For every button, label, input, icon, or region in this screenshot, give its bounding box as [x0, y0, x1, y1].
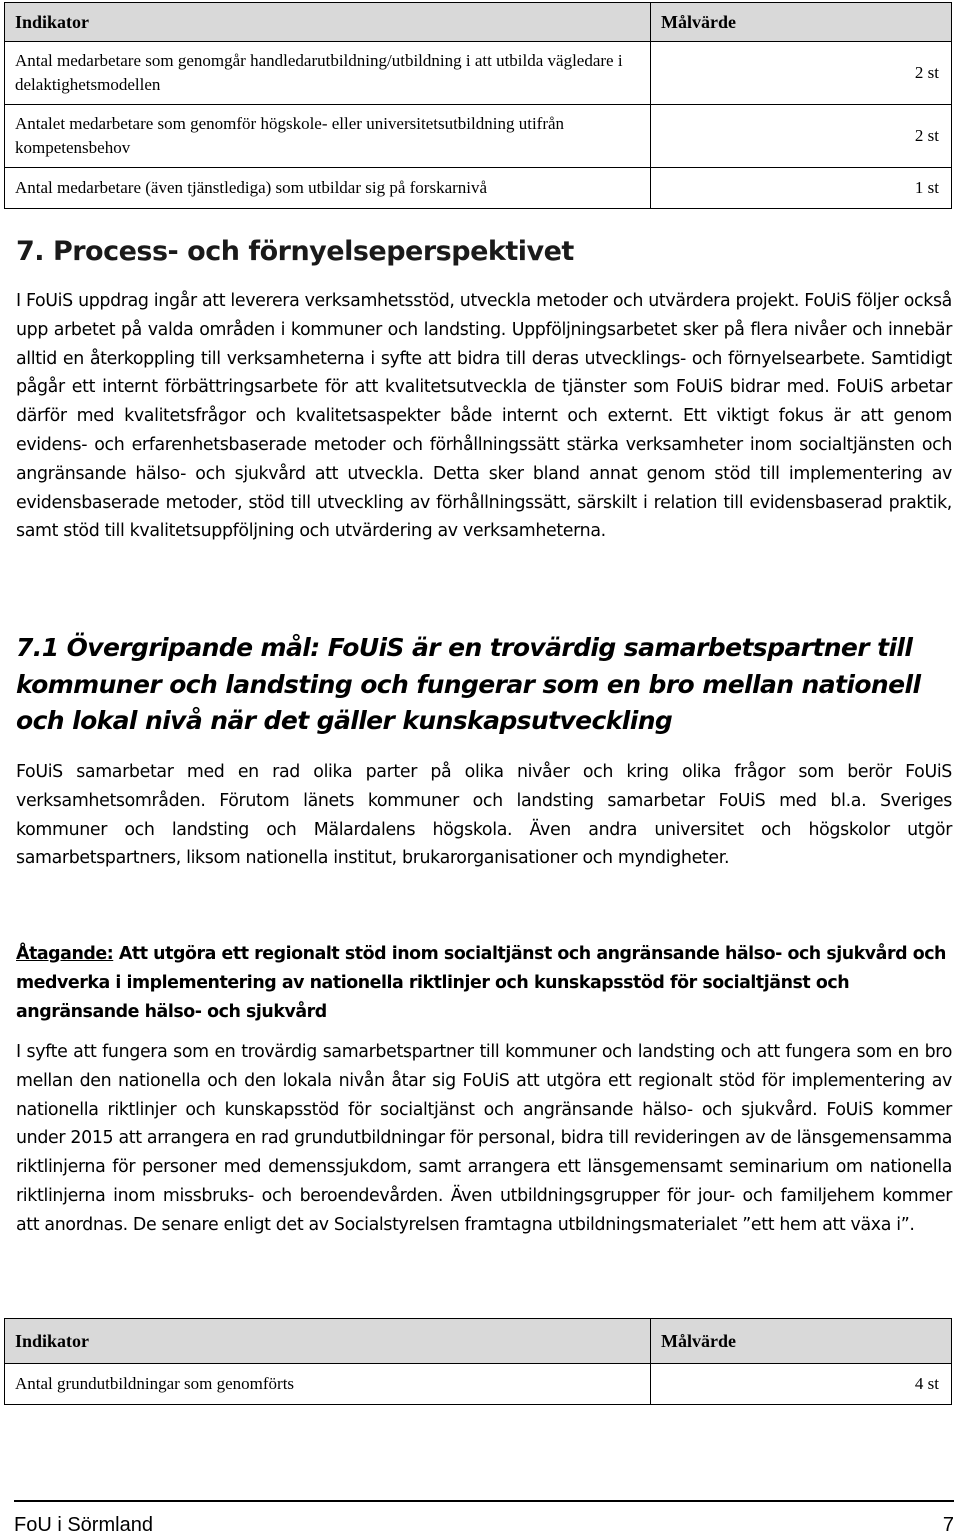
commitment-label: Åtagande:	[16, 944, 114, 964]
indicator-cell: Antal medarbetare (även tjänstlediga) som utbildar sig på forskarnivå	[5, 168, 651, 209]
section-heading-7-1: 7.1 Övergripande mål: FoUiS är en trovärdig samarbetspartner till kommuner och landsting och fungerar som en bro mellan nationell och lokal nivå när det gäller kunskapsutveckling	[16, 633, 921, 735]
table-row	[5, 168, 952, 209]
indicator-cell: Antal grundutbildningar som genomförts	[5, 1364, 651, 1405]
table-header-target: Målvärde	[651, 1319, 952, 1364]
target-cell: 2 st	[651, 105, 952, 168]
table-row	[5, 105, 952, 168]
indicator-cell: Antal medarbetare som genomgår handledarutbildning/utbildning i att utbilda vägledare i delaktighetsmodellen	[5, 42, 651, 105]
footer-organization: FoU i Sörmland	[14, 1514, 153, 1536]
page-number: 7	[942, 1514, 954, 1536]
table-header-target: Målvärde	[651, 3, 952, 42]
section-7-paragraph: I FoUiS uppdrag ingår att leverera verksamhetsstöd, utveckla metoder och utvärdera projekt. FoUiS följer också upp arbetet på valda områden i kommuner och landsting. Uppföljningsarbetet sker på flera nivåer och innebär alltid en återkoppling till verksamheterna i syfte att bidra till deras utvecklings- och förnyelsearbete. Samtidigt pågår ett internt förbättringsarbete för att kvalitetsutveckla de tjänster som FoUiS bidrar med. FoUiS arbetar därför med kvalitetsfrågor och kvalitetsaspekter både internt och externt. Ett viktigt fokus är att genom evidens- och erfarenhetsbaserade metoder och förhållningssätt stärka verksamheter inom socialtjänsten och angränsande hälso- och sjukvård att utveckla. Detta sker bland annat genom stöd till implementering av evidensbaserade metoder, stöd till utveckling av förhållningssätt, särskilt i relation till evidensbaserad praktik, samt stöd till kvalitetsuppföljning och utvärdering av verksamheterna.	[16, 291, 952, 542]
section-7-1-paragraph-2: I syfte att fungera som en trovärdig samarbetspartner till kommuner och landsting och att fungera som en bro mellan den nationella och den lokala nivån åtar sig FoUiS att utgöra ett regionalt stöd för implementering av nationella riktlinjer och kunskapsstöd för socialtjänst och angränsande hälso- och sjukvård. FoUiS kommer under 2015 att arrangera en rad grundutbildningar för personal, bidra till revideringen av de länsgemensamma riktlinjerna för personer med demenssjukdom, samt arrangera ett länsgemensamt seminarium om nationella riktlinjerna inom missbruks- och beroendevården. Även utbildningsgrupper för jour- och familjehem kommer att anordnas. De senare enligt det av Socialstyrelsen framtagna utbildningsmaterialet ”ett hem att växa i”.	[16, 1042, 952, 1235]
target-cell: 1 st	[651, 168, 952, 209]
table-row	[5, 42, 952, 105]
indicator-table-2	[4, 1318, 952, 1405]
target-cell: 4 st	[651, 1364, 952, 1405]
indicator-cell: Antalet medarbetare som genomför högskole- eller universitetsutbildning utifrån kompetensbehov	[5, 105, 651, 168]
table-header-indicator: Indikator	[5, 1319, 651, 1364]
section-heading-7: 7. Process- och förnyelseperspektivet	[16, 236, 574, 267]
table-header-indicator: Indikator	[5, 3, 651, 42]
indicator-table-1	[4, 2, 952, 209]
commitment-statement	[16, 940, 952, 1026]
section-7-1-paragraph: FoUiS samarbetar med en rad olika parter på olika nivåer och kring olika frågor som berör FoUiS verksamhetsområden. Förutom länets kommuner och landsting samarbetar FoUiS med bl.a. Sveriges kommuner och landsting och Mälardalens högskola. Även andra universitet och högskolor utgör samarbetspartners, liksom nationella institut, brukarorganisationer och myndigheter.	[16, 762, 952, 869]
page-footer	[14, 1500, 954, 1534]
table-row	[5, 1364, 952, 1405]
commitment-text: Att utgöra ett regionalt stöd inom socialtjänst och angränsande hälso- och sjukvård och medverka i implementering av nationella riktlinjer och kunskapsstöd för socialtjänst och angränsande hälso- och sjukvård	[16, 944, 946, 1022]
target-cell: 2 st	[651, 42, 952, 105]
